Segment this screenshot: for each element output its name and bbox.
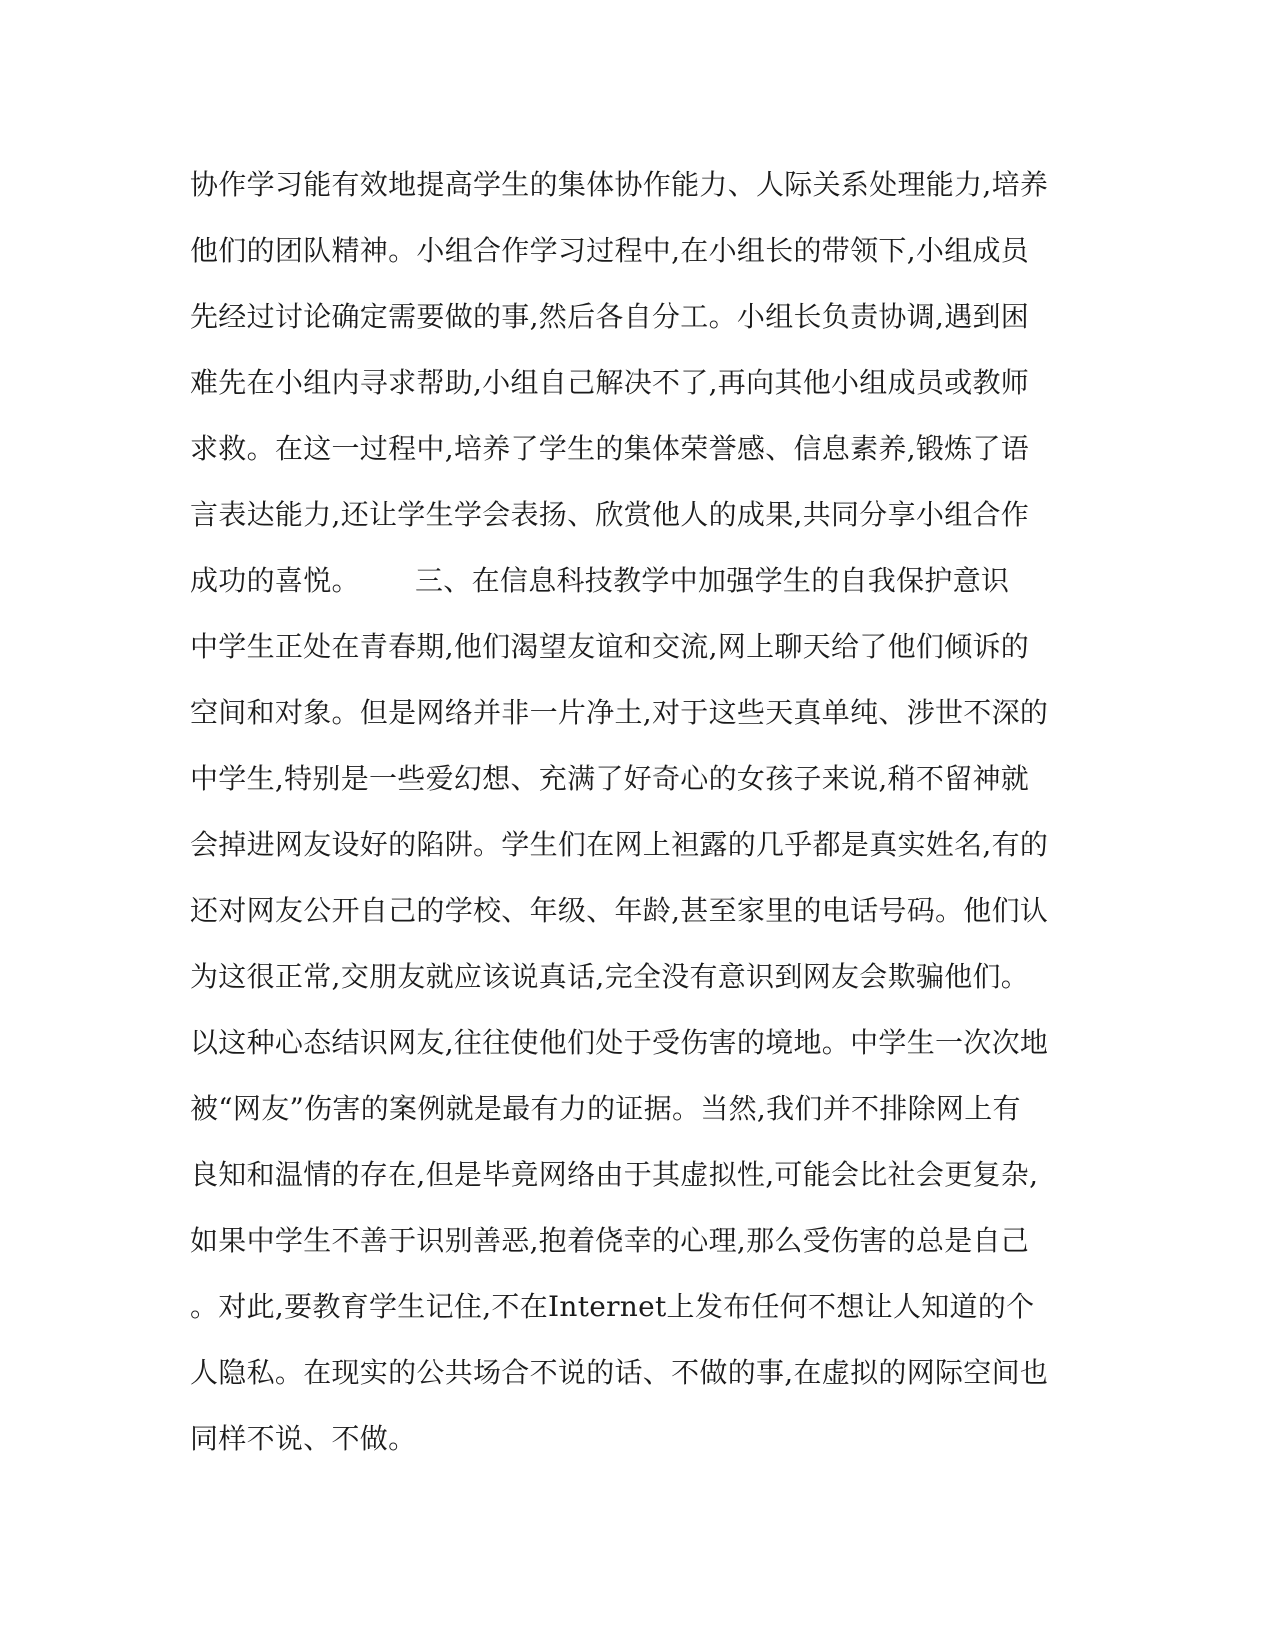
text-line: 良知和温情的存在,但是毕竟网络由于其虚拟性,可能会比社会更复杂, <box>190 1158 1039 1191</box>
text-line: 先经过讨论确定需要做的事,然后各自分工。小组长负责协调,遇到困 <box>190 300 1030 333</box>
text-line: 人隐私。在现实的公共场合不说的话、不做的事,在虚拟的网际空间也 <box>190 1356 1049 1389</box>
text-line: 被“网友”伤害的案例就是最有力的证据。当然,我们并不排除网上有 <box>190 1092 1021 1125</box>
text-line: 。对此,要教育学生记住,不在Internet上发布任何不想让人知道的个 <box>190 1290 1035 1323</box>
text-line: 中学生,特别是一些爱幻想、充满了好奇心的女孩子来说,稍不留神就 <box>190 762 1030 795</box>
text-line: 他们的团队精神。小组合作学习过程中,在小组长的带领下,小组成员 <box>190 234 1030 267</box>
text-line: 如果中学生不善于识别善恶,抱着侥幸的心理,那么受伤害的总是自己 <box>190 1224 1030 1257</box>
text-line: 同样不说、不做。 <box>190 1422 417 1455</box>
text-line: 中学生正处在青春期,他们渴望友谊和交流,网上聊天给了他们倾诉的 <box>190 630 1030 663</box>
text-line: 空间和对象。但是网络并非一片净土,对于这些天真单纯、涉世不深的 <box>190 696 1049 729</box>
text-line: 难先在小组内寻求帮助,小组自己解决不了,再向其他小组成员或教师 <box>190 366 1030 399</box>
text-line: 会掉进网友设好的陷阱。学生们在网上袒露的几乎都是真实姓名,有的 <box>190 828 1049 861</box>
text-line: 协作学习能有效地提高学生的集体协作能力、人际关系处理能力,培养 <box>190 168 1049 201</box>
body-text <box>190 152 1090 1472</box>
text-line: 还对网友公开自己的学校、年级、年龄,甚至家里的电话号码。他们认 <box>190 894 1049 927</box>
text-line: 为这很正常,交朋友就应该说真话,完全没有意识到网友会欺骗他们。 <box>190 960 1030 993</box>
text-line: 言表达能力,还让学生学会表扬、欣赏他人的成果,共同分享小组合作 <box>190 498 1030 531</box>
text-line: 成功的喜悦。 三、在信息科技教学中加强学生的自我保护意识 <box>190 564 1010 597</box>
text-line: 求救。在这一过程中,培养了学生的集体荣誉感、信息素养,锻炼了语 <box>190 432 1030 465</box>
text-line: 以这种心态结识网友,往往使他们处于受伤害的境地。中学生一次次地 <box>190 1026 1049 1059</box>
